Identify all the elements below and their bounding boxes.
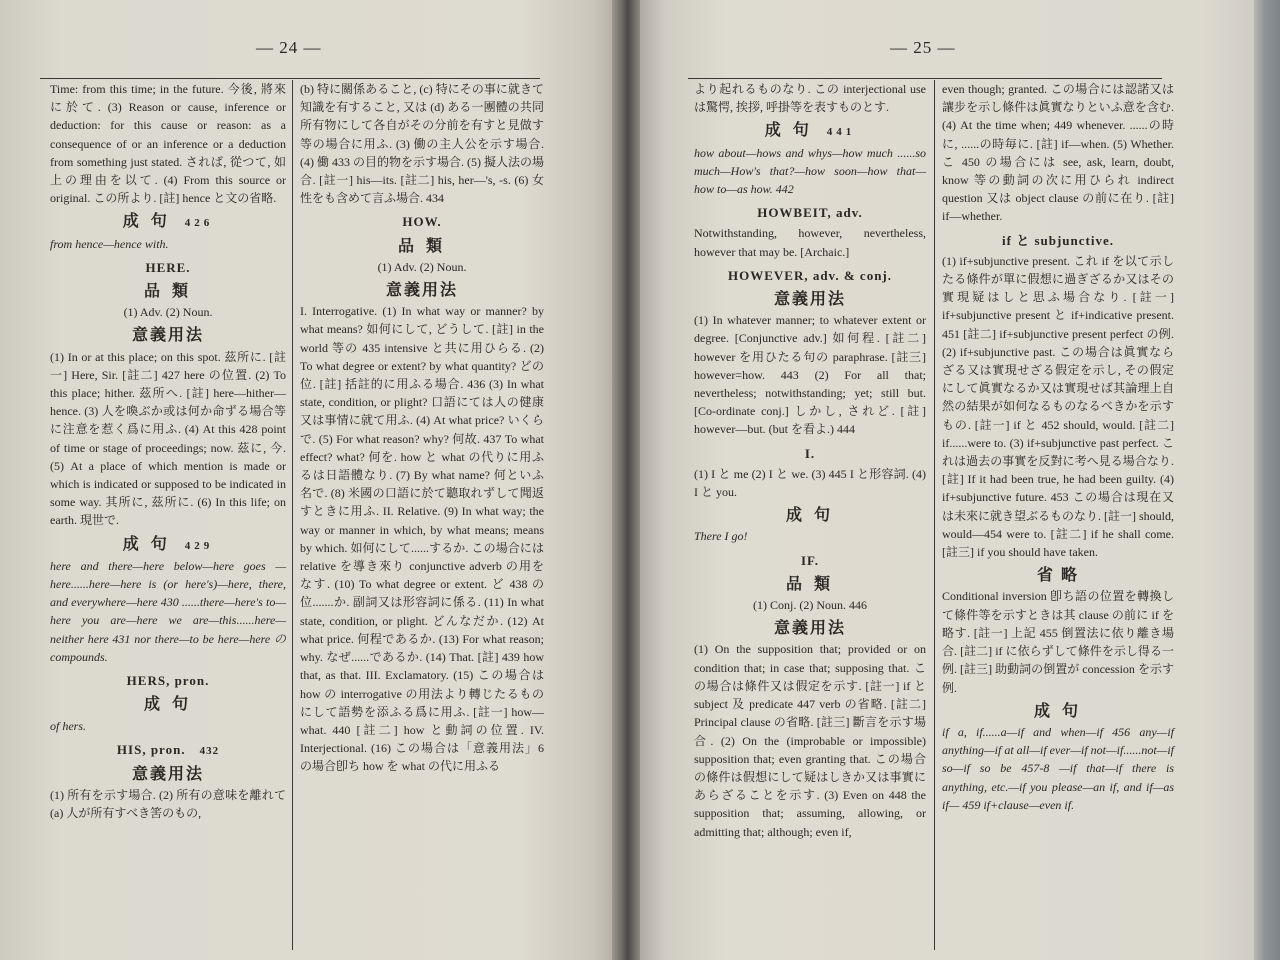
entry-text [694, 640, 926, 840]
text: from hence—hence with. [50, 236, 169, 251]
text: HOWBEIT, adv. [757, 205, 863, 221]
text: I. [804, 445, 816, 461]
left-column-1 [50, 80, 286, 823]
entry-text [300, 80, 544, 207]
section-heading [50, 213, 286, 232]
header-rule [40, 78, 540, 79]
phrase-list [50, 717, 286, 735]
entry-text [694, 311, 926, 438]
text: 成 句 [143, 696, 192, 714]
text: 品 類 [785, 575, 834, 593]
text: (b) 特に關係あること, (c) 特にその事に就きて知識を有すること, 又は (d) ある一團體の共同所有物にして各自がその分前を有すと見做す等の場合に用ふ. (3) 働の主人公を示す場合. (4) 働 433 の目的物を示す場合. (5) 擬人法の場合. [註一] his—its. [註二] his, her—'s, -s. (6) 女性をも含めて言ふ場合. 434 [300, 82, 544, 206]
text: 成 句 [1033, 702, 1082, 720]
text: Time: from this time; in the future. 今後, 將來に於て. (3) Reason or cause, inference or deduction: for this cause or reason: as a consequence of or an inference or a deduction from something just stated. されば, 從つて, 如上の理由を以て. (4) From this source or original. この所より. [註] hence と文の省略. [50, 82, 286, 206]
headword [694, 552, 926, 570]
text: (1) Adv. (2) Noun. [377, 259, 467, 274]
text: HERE. [145, 259, 191, 275]
text: (1) On the supposition that; provided or on condition that; in case that; supposing that. この場合は條件又は假定を示す. [註一] if と subject 及 predicate 447 verb の省略. [註二] Principal clause の省略. [註三] 斷言を示す場合. (2) On the (improbable or impossible) supposition that; even granting that. この場合の條件は假想にして疑はしきか又は事實にあらざることを示す. (3) Even on 448 the supposition that; assuming, allowing, or admitting that; although; even if, [694, 642, 926, 839]
text: 意義用法 [773, 620, 846, 638]
text: Conditional inversion 卽ち語の位置を轉換して條件等を示すときは其 clause の前に if を略す. [註一] 上記 455 倒置法に依り離き場合. [註二] if に依らずして條件を示し得る一例. [註三] 助動詞の倒置が concession を示す例. [942, 589, 1174, 695]
headword [50, 741, 286, 760]
text: 意義用法 [385, 282, 458, 300]
phrase-list [50, 235, 286, 253]
text: here and there—here below—here goes —here......here—here is (or here's)—here, there, and everywhere—here 430 ......there—here's to—here you are—here we are—this......here—neither here 431 nor there—to be here—here の compounds. [50, 558, 286, 664]
text: 成 句 [122, 535, 171, 553]
text: 意義用法 [773, 291, 846, 309]
text: HOW. [402, 214, 442, 230]
headword [300, 213, 544, 231]
paragraph-number: 426 [184, 217, 214, 230]
usage-heading [50, 766, 286, 784]
text: even though; granted. この場合には認諾又は讓步を示し條件は眞實なりといふ意を含む. (4) At the time when; 449 whenever. ......の時に, ......の時毎に. [註] if—when. (5) Whether. こ 450 の場合には see, ask, learn, doubt, know 等の動詞の次に用ひられ indirect question 又は object clause の前に在り. [註] if—whether. [942, 82, 1174, 224]
usage-heading [300, 282, 544, 300]
paragraph-number: 432 [199, 744, 220, 757]
text: (1) Conj. (2) Noun. 446 [753, 598, 867, 613]
phrase-list [694, 527, 926, 545]
text: 品 類 [143, 283, 192, 301]
section-heading [50, 536, 286, 555]
entry-text [50, 348, 286, 530]
text: (1) Adv. (2) Noun. [123, 305, 213, 320]
entry-text [300, 302, 544, 775]
text: I. Interrogative. (1) In what way or manner? by what means? 如何にして, どうして. [註] in the world 等の 435 intensive と共に用ひらる. (2) To what degree or extent? by what quantity? どの位. [註] 括註的に用ふる場合. 436 (3) In what state, condition, or plight? 口語にては人の健康又は事情に就て用ふ. (4) At what price? いくらで. (5) For what reason? why? 何故. 437 To what effect? what? 何を. how と what の代りに用ふるは日語體なり. (7) By what name? 何といふ名で. (8) 米國の口語に於て聽取れずして聞返すときに用ふ. II. Relative. (9) In what way; the way or manner in which, by what means; means by which. 如何にして......するか. この場合には relative を導き來り conjunctive adverb の用をなす. (10) To what degree or extent. ど 438 の位.......か. 副詞又は形容詞に係る. (11) In what state, condition, or plight. どんなだか. (12) At what price. 何程であるか. (13) For what reason; why. なぜ......であるか. (14) That. [註] 439 how that, as that. III. Exclamatory. (15) この場合は how の interrogative の用法より轉じたるものにして語勢を添ふる爲に用ふ. [註一] how—what. 440 [註二] how と動詞の位置. IV. Interjectional. (16) この場合は「意義用法」6 の場合卽ち how を what の代に用ふる [300, 304, 544, 774]
section-heading [300, 238, 544, 256]
entry-text [694, 80, 926, 116]
column-divider [292, 80, 293, 950]
book-gutter [612, 0, 640, 960]
entry-text [694, 465, 926, 501]
page-number: — 25 — [890, 38, 956, 57]
headword [694, 267, 926, 285]
part-of-speech [694, 596, 926, 614]
section-heading [694, 122, 926, 141]
entry-text [50, 786, 286, 822]
text: There I go! [694, 529, 748, 544]
text: if と subjunctive. [1002, 232, 1114, 248]
section-heading [942, 703, 1174, 721]
part-of-speech [300, 258, 544, 276]
column-divider [934, 80, 935, 950]
usage-heading [694, 620, 926, 638]
section-heading [50, 696, 286, 714]
entry-text [942, 252, 1174, 561]
right-page [640, 0, 1254, 960]
text: (1) I と me (2) I と we. (3) 445 I と形容詞. (4) I と you. [694, 466, 926, 500]
entry-text [50, 80, 286, 207]
text: IF. [800, 552, 820, 568]
part-of-speech [50, 303, 286, 321]
paragraph-number: 441 [826, 126, 856, 139]
left-column-2 [300, 80, 544, 776]
usage-heading [942, 567, 1174, 585]
headword [50, 672, 286, 690]
phrase-list [694, 144, 926, 199]
text: HIS, pron. [116, 741, 186, 757]
section-heading [694, 576, 926, 594]
usage-heading [694, 291, 926, 309]
text: how about—hows and whys—how much ......so much—How's that?—how soon—how that—how to—as how. 442 [694, 145, 926, 197]
text: 成 句 [785, 507, 834, 525]
text: 省 略 [1036, 567, 1079, 585]
entry-text [942, 587, 1174, 696]
book-edge [1254, 0, 1280, 960]
header-rule [688, 78, 1162, 79]
right-column-2 [942, 80, 1174, 814]
text: of hers. [50, 718, 86, 733]
text: より起れるものなり. この interjectional use は驚愕, 挨拶, 呼掛等を表すものとす. [694, 82, 926, 115]
headword [694, 445, 926, 463]
entry-text [942, 80, 1174, 226]
entry-text [694, 224, 926, 260]
left-page [0, 0, 612, 960]
section-heading [694, 507, 926, 525]
right-column-1 [694, 80, 926, 841]
text: 品 類 [397, 237, 446, 255]
text: (1) In whatever manner; to whatever extent or degree. [Conjunctive adv.] 如何程. [註二] however を用ひたる句の paraphrase. [註三] however=how. 443 (2) For all that; nevertheless; notwithstanding; yet; still but. [Co-ordinate conj.] しかし, されど. [註] however—but. (but を看よ.) 444 [694, 313, 926, 437]
section-heading [50, 283, 286, 301]
text: Notwithstanding, however, nevertheless, however that may be. [Archaic.] [694, 226, 926, 259]
headword [942, 232, 1174, 250]
text: (1) In or at this place; on this spot. 茲所に. [註一] Here, Sir. [註二] 427 here の位置. (2) To this place; hither. 茲所へ. [註] here—hither—hence. (3) 人を喚ぶか或は何か命ずる場合等に注意を惹く爲に用ふ. (4) At this 428 point of time or stage of proceedings; now. 茲に, 今. (5) At a place of which mention is made or which is indicated or supposed to be indicated in some way. 其所に, 茲所に. (6) In this life; on earth. 現世で. [50, 349, 286, 528]
text: 意義用法 [131, 765, 204, 783]
text: 成 句 [764, 122, 813, 140]
text: if a, if......a—if and when—if 456 any—if anything—if at all—if ever—if not—if......not—if so—if so be 457-8 —if that—if there is anything, etc.—if you please—an if, and if—as if— 459 if+clause—even if. [942, 724, 1175, 812]
phrase-list [50, 557, 286, 666]
text: (1) 所有を示す場合. (2) 所有の意味を離れて (a) 人が所有すべき筈のもの, [50, 788, 286, 821]
text: 意義用法 [131, 327, 204, 345]
page-number: — 24 — [256, 38, 322, 57]
phrase-list [942, 723, 1174, 814]
text: HOWEVER, adv. & conj. [727, 267, 892, 283]
usage-heading [50, 327, 286, 345]
paragraph-number: 429 [184, 539, 214, 552]
headword [50, 259, 286, 277]
text: HERS, pron. [126, 673, 210, 689]
text: (1) if+subjunctive present. これ if を以て示したる條件が單に假想に過ぎざるか又はその實現疑はしと思ふ場合なり. [註一] if+subjunctive present と if+indicative present. 451 [註二] if+subjunctive present perfect の例. (2) if+subjunctive past. この場合は眞實ならざる又は實現せざる假定を示し, その假定にして眞實なるか又は實現せば其論理上自然の結果が如何なるものなるべきかを示すもの. [註一] if と 452 should, would. [註二] if......were to. (3) if+subjunctive past perfect. これは過去の事實を反對に考へ見る場合なり. [註] If it had been true, he had been guilty. (4) if+subjunctive future. 453 この場合は現在又は未來に就き望ぶるものなり. [註一] should, would—454 were to. [註二] if he shall come. [註三] if you should have taken. [942, 253, 1174, 560]
headword [694, 204, 926, 222]
text: 成 句 [122, 213, 171, 231]
